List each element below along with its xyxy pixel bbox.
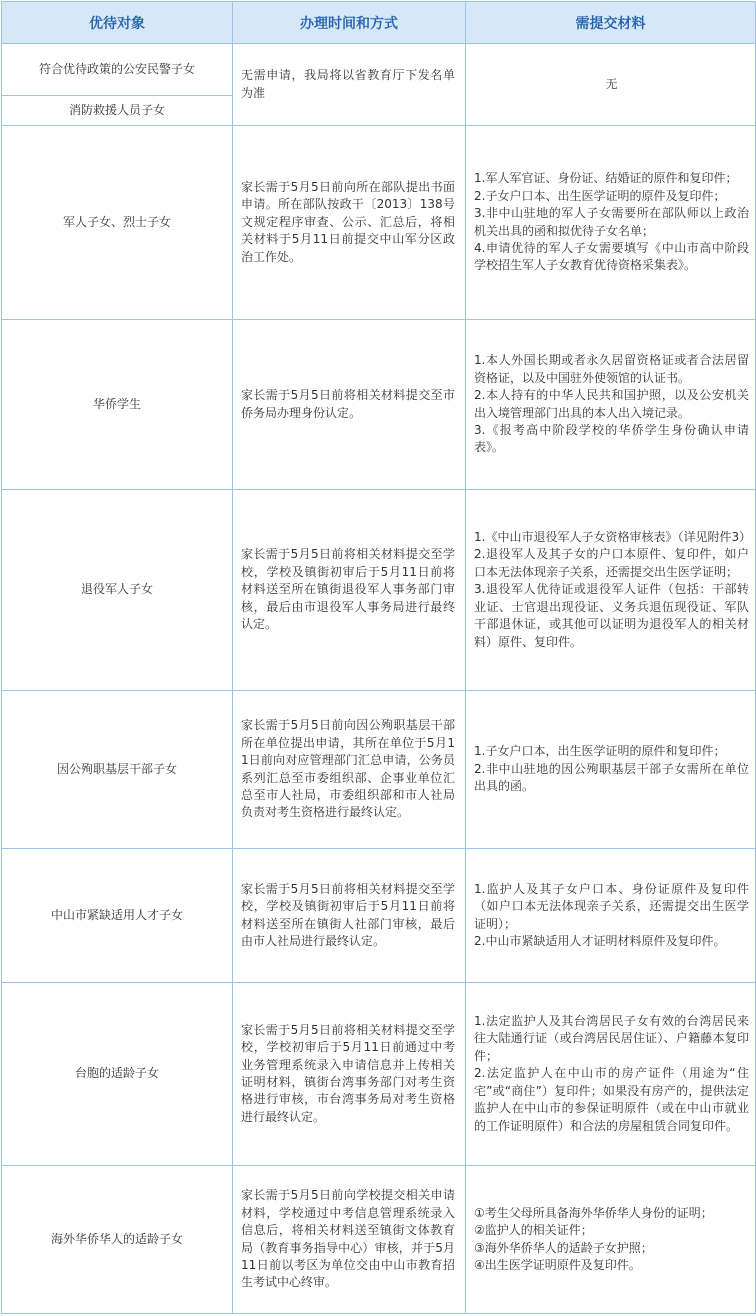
- table-row: [2, 983, 756, 1166]
- row-timing: 家长需于5月5日前将相关材料提交至市侨务局办理身份认定。: [233, 320, 466, 490]
- table-row: [2, 1166, 756, 1314]
- row-target: 华侨学生: [2, 320, 233, 490]
- material-item: 2.非中山驻地的因公殉职基层干部子女需所在单位出具的函。: [474, 761, 749, 794]
- preferential-treatment-table: [1, 1, 756, 1314]
- row-materials: [466, 691, 756, 849]
- row-target: 海外华侨华人的适龄子女: [2, 1166, 233, 1314]
- material-item: ④出生医学证明原件及复印件。: [474, 1257, 641, 1272]
- table-row: [2, 44, 756, 96]
- table-row: [2, 320, 756, 490]
- table-row: [2, 691, 756, 849]
- material-item: 3.《报考高中阶段学校的华侨学生身份确认申请表》。: [474, 422, 749, 455]
- row-timing: 无需申请，我局将以省教育厅下发名单为准: [233, 44, 466, 126]
- row-target: 符合优待政策的公安民警子女: [2, 44, 233, 96]
- material-item: 2.法定监护人在中山市的房产证件（用途为“住宅”或“商住”）复印件；如果没有房产的，提供法定监护人在中山市的参保证明原件（或在中山市就业的工作证明原件）和合法的房屋租赁合同复印件。: [474, 1066, 749, 1133]
- material-item: 1.本人外国长期或者永久居留资格证或者合法居留资格证，以及中国驻外使领馆的认证书。: [474, 353, 749, 385]
- row-target: 台胞的适龄子女: [2, 983, 233, 1166]
- row-timing: 家长需于5月5日前将相关材料提交至学校，学校及镇街初审后于5月11日前将材料送至所在镇街人社部门审核，最后由市人社局进行最终认定。: [233, 849, 466, 983]
- header-target: 优待对象: [2, 2, 233, 44]
- material-item: 1.《中山市退役军人子女资格审核表》（详见附件3）: [474, 530, 752, 545]
- material-item: 无: [605, 76, 618, 91]
- row-target: 退役军人子女: [2, 490, 233, 691]
- table-row: [2, 490, 756, 691]
- material-item: 2.中山市紧缺适用人才证明材料原件及复印件。: [474, 933, 726, 948]
- material-item: 1.监护人及其子女户口本、身份证原件及复印件（如户口本无法体现亲子关系，还需提交出生医学证明）；: [474, 881, 749, 931]
- material-item: 1.军人军官证、身份证、结婚证的原件和复印件；: [474, 171, 738, 186]
- header-timing: 办理时间和方式: [233, 2, 466, 44]
- table-header-row: [2, 2, 756, 44]
- material-item: ③海外华侨华人的适龄子女护照；: [474, 1240, 653, 1255]
- material-item: 3.非中山驻地的军人子女需要所在部队师以上政治机关出具的函和拟优待子女名单；: [474, 206, 749, 238]
- row-timing: 家长需于5月5日前向学校提交相关申请材料，学校通过中考信息管理系统录入信息后，将相关材料送至镇街文体教育局（教育事务指导中心）审核，并于5月11日前以考区为单位交由中山市教育招生考试中心终审。: [233, 1166, 466, 1314]
- material-item: ①考生父母所具备海外华侨华人身份的证明；: [474, 1205, 713, 1220]
- table-row: [2, 849, 756, 983]
- material-item: ②监护人的相关证件；: [474, 1223, 593, 1238]
- row-materials: [466, 983, 756, 1166]
- material-item: 2.退役军人及其子女的户口本原件、复印件，如户口本无法体现亲子关系，还需提交出生医学证明；: [474, 547, 749, 579]
- material-item: 2.子女户口本、出生医学证明的原件及复印件；: [474, 188, 726, 203]
- row-target: 军人子女、烈士子女: [2, 126, 233, 320]
- material-item: 1.子女户口本，出生医学证明的原件和复印件；: [474, 744, 726, 759]
- row-materials: [466, 490, 756, 691]
- header-materials: 需提交材料: [466, 2, 756, 44]
- row-timing: 家长需于5月5日前向所在部队提出书面申请。所在部队按政干〔2013〕138号文规定程序审查、公示、汇总后，将相关材料于5月11日前提交中山军分区政治工作处。: [233, 126, 466, 320]
- row-materials: [466, 849, 756, 983]
- row-timing: 家长需于5月5日前向因公殉职基层干部所在单位提出申请，其所在单位于5月11日前向对应管理部门汇总申请，公务员系列汇总至市委组织部、企事业单位汇总至市人社局，市委组织部和市人社局负责对考生资格进行最终认定。: [233, 691, 466, 849]
- row-materials: [466, 44, 756, 126]
- row-target: 消防救援人员子女: [2, 96, 233, 126]
- row-timing: 家长需于5月5日前将相关材料提交至学校，学校及镇街初审后于5月11日前将材料送至所在镇街退役军人事务部门审核，最后由市退役军人事务局进行最终认定。: [233, 490, 466, 691]
- material-item: 1.法定监护人及其台湾居民子女有效的台湾居民来往大陆通行证（或台湾居民居住证）、户籍藤本复印件；: [474, 1014, 749, 1063]
- row-materials: [466, 126, 756, 320]
- row-target: 中山市紧缺适用人才子女: [2, 849, 233, 983]
- table-row: [2, 126, 756, 320]
- row-timing: 家长需于5月5日前将相关材料提交至学校，学校初审后于5月11日前通过中考业务管理系统录入申请信息并上传相关证明材料，镇街台湾事务部门对考生资格进行审核，市台湾事务局对考生资格进行最终认定。: [233, 983, 466, 1166]
- material-item: 4.申请优待的军人子女需要填写《中山市高中阶段学校招生军人子女教育优待资格采集表》。: [474, 240, 749, 273]
- material-item: 3.退役军人优待证或退役军人证件（包括：干部转业证、士官退出现役证、义务兵退伍现役证、军队干部退休证，或其他可以证明为退役军人的相关材料）原件、复印件。: [474, 582, 749, 649]
- row-target: 因公殉职基层干部子女: [2, 691, 233, 849]
- row-materials: [466, 320, 756, 490]
- material-item: 2.本人持有的中华人民共和国护照，以及公安机关出入境管理部门出具的本人出入境记录。: [474, 388, 749, 420]
- row-materials: [466, 1166, 756, 1314]
